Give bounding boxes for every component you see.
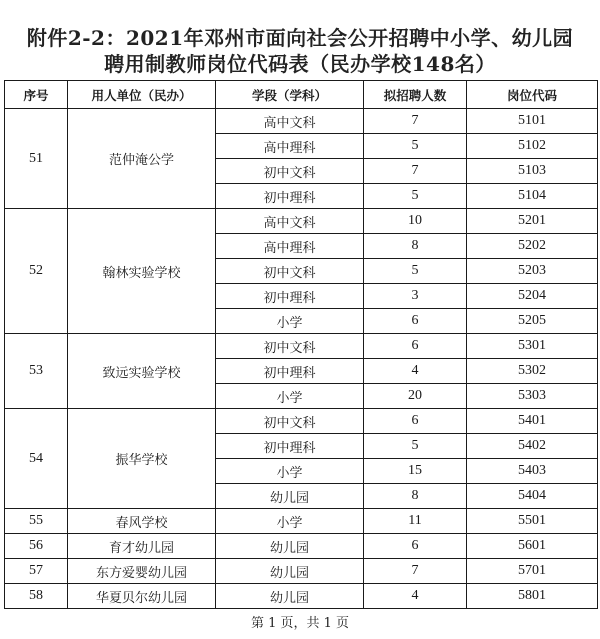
stage-cell: 初中理科 (216, 434, 364, 459)
code-cell: 5301 (467, 334, 598, 359)
count-cell: 5 (364, 134, 467, 159)
stage-cell: 初中理科 (216, 359, 364, 384)
seq-cell: 55 (5, 509, 68, 534)
stage-cell: 幼儿园 (216, 484, 364, 509)
count-cell: 7 (364, 109, 467, 134)
table-header-row (5, 81, 598, 109)
code-cell: 5601 (467, 534, 598, 559)
count-cell: 4 (364, 359, 467, 384)
unit-cell: 致远实验学校 (68, 334, 216, 409)
stage-cell: 小学 (216, 384, 364, 409)
stage-cell: 初中理科 (216, 184, 364, 209)
seq-cell: 53 (5, 334, 68, 409)
code-cell: 5102 (467, 134, 598, 159)
seq-cell: 57 (5, 559, 68, 584)
stage-cell: 初中文科 (216, 159, 364, 184)
code-cell: 5701 (467, 559, 598, 584)
count-cell: 11 (364, 509, 467, 534)
code-cell: 5501 (467, 509, 598, 534)
seq-cell: 51 (5, 109, 68, 209)
code-cell: 5101 (467, 109, 598, 134)
code-cell: 5404 (467, 484, 598, 509)
stage-cell: 初中理科 (216, 284, 364, 309)
unit-cell: 振华学校 (68, 409, 216, 509)
stage-cell: 小学 (216, 509, 364, 534)
count-cell: 6 (364, 334, 467, 359)
header-seq: 序号 (5, 81, 68, 109)
count-cell: 6 (364, 534, 467, 559)
code-cell: 5203 (467, 259, 598, 284)
unit-cell: 育才幼儿园 (68, 534, 216, 559)
code-cell: 5202 (467, 234, 598, 259)
stage-cell: 幼儿园 (216, 584, 364, 609)
stage-cell: 初中文科 (216, 259, 364, 284)
seq-cell: 56 (5, 534, 68, 559)
header-count: 拟招聘人数 (364, 81, 467, 109)
code-cell: 5801 (467, 584, 598, 609)
seq-cell: 54 (5, 409, 68, 509)
stage-cell: 高中文科 (216, 209, 364, 234)
document-title-line-2: 聘用制教师岗位代码表（民办学校148名） (104, 52, 496, 76)
page-number-label: 第 1 页，共 1 页 (250, 616, 350, 631)
stage-cell: 高中理科 (216, 234, 364, 259)
code-cell: 5205 (467, 309, 598, 334)
code-cell: 5204 (467, 284, 598, 309)
stage-cell: 小学 (216, 309, 364, 334)
code-cell: 5201 (467, 209, 598, 234)
count-cell: 7 (364, 159, 467, 184)
count-cell: 5 (364, 184, 467, 209)
table-row (5, 334, 598, 359)
table-row (5, 559, 598, 584)
table-row (5, 109, 598, 134)
header-stage: 学段（学科） (216, 81, 364, 109)
code-cell: 5303 (467, 384, 598, 409)
code-cell: 5103 (467, 159, 598, 184)
position-code-table (4, 80, 598, 609)
stage-cell: 初中文科 (216, 334, 364, 359)
unit-cell: 春风学校 (68, 509, 216, 534)
header-code: 岗位代码 (467, 81, 598, 109)
stage-cell: 幼儿园 (216, 559, 364, 584)
unit-cell: 范仲淹公学 (68, 109, 216, 209)
count-cell: 20 (364, 384, 467, 409)
count-cell: 3 (364, 284, 467, 309)
unit-cell: 东方爱婴幼儿园 (68, 559, 216, 584)
count-cell: 15 (364, 459, 467, 484)
code-cell: 5402 (467, 434, 598, 459)
count-cell: 5 (364, 434, 467, 459)
table-row (5, 584, 598, 609)
table-row (5, 409, 598, 434)
seq-cell: 58 (5, 584, 68, 609)
seq-cell: 52 (5, 209, 68, 334)
count-cell: 8 (364, 234, 467, 259)
table-row (5, 534, 598, 559)
code-cell: 5401 (467, 409, 598, 434)
stage-cell: 小学 (216, 459, 364, 484)
table-row (5, 209, 598, 234)
stage-cell: 幼儿园 (216, 534, 364, 559)
table-row (5, 509, 598, 534)
unit-cell: 华夏贝尔幼儿园 (68, 584, 216, 609)
count-cell: 8 (364, 484, 467, 509)
code-cell: 5403 (467, 459, 598, 484)
count-cell: 6 (364, 309, 467, 334)
code-cell: 5302 (467, 359, 598, 384)
count-cell: 10 (364, 209, 467, 234)
stage-cell: 高中文科 (216, 109, 364, 134)
unit-cell: 翰林实验学校 (68, 209, 216, 334)
stage-cell: 初中文科 (216, 409, 364, 434)
header-unit: 用人单位（民办） (68, 81, 216, 109)
count-cell: 7 (364, 559, 467, 584)
count-cell: 6 (364, 409, 467, 434)
stage-cell: 高中理科 (216, 134, 364, 159)
document-title-line-1: 附件2-2：2021年邓州市面向社会公开招聘中小学、幼儿园 (26, 26, 574, 50)
code-cell: 5104 (467, 184, 598, 209)
count-cell: 5 (364, 259, 467, 284)
count-cell: 4 (364, 584, 467, 609)
